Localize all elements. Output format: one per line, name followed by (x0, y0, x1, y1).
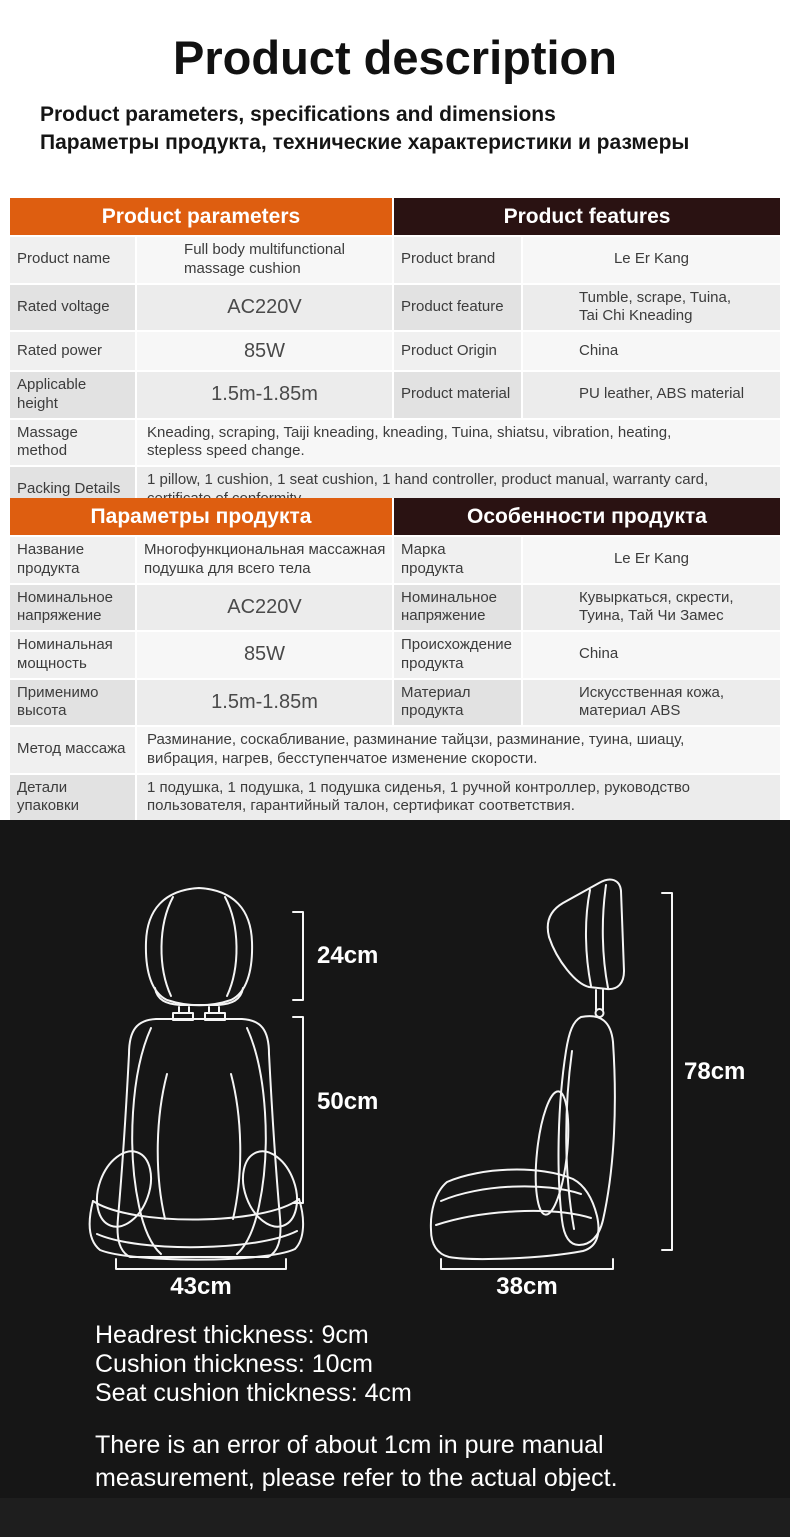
table-cell-label: Метод массажа (10, 727, 135, 773)
front-side-pad-right (233, 1144, 307, 1234)
side-seat-seam-mid (436, 1211, 591, 1225)
value-line: Многофункциональная массажная (144, 541, 386, 558)
value-line: Full body multifunctional (184, 241, 345, 258)
value-line: Разминание, соскабливание, разминание тайцзи, разминание, туина, шиацу, (147, 731, 685, 748)
table-cell-label: Product material (394, 372, 521, 418)
chair-side-view (431, 880, 624, 1259)
table-cell-value (137, 775, 780, 821)
value-line: подушка для всего тела (144, 559, 311, 577)
table-cell-value (523, 585, 780, 631)
thickness-note: Headrest thickness: 9cm (95, 1321, 369, 1349)
table-cell-label: Номинальное напряжение (10, 585, 135, 631)
side-headrest-crease-2 (603, 885, 608, 988)
footer-strip (0, 1498, 790, 1537)
dim-seat-depth: 38cm (496, 1273, 558, 1300)
table-cell-value: Le Er Kang (523, 237, 780, 283)
product-parameters-table-ru (10, 498, 780, 820)
table-cell-value: China (523, 332, 780, 370)
front-side-pad-left (87, 1144, 161, 1234)
subtitle-en: Product parameters, specifications and dimensions (40, 103, 556, 126)
table-header-product-parameters: Product parameters (10, 198, 392, 235)
bracket-depth-38cm (441, 1259, 613, 1269)
table-cell-value (137, 420, 780, 466)
thickness-note: Cushion thickness: 10cm (95, 1350, 373, 1378)
side-headrest-post (596, 990, 603, 1010)
table-cell-label: Rated voltage (10, 285, 135, 331)
value-line: Tumble, scrape, Tuina, (579, 288, 732, 306)
side-headrest-crease-1 (586, 890, 591, 986)
disclaimer-line: measurement, please refer to the actual object. (95, 1464, 618, 1492)
subtitle (40, 101, 689, 157)
thickness-notes (95, 1321, 412, 1408)
table-cell-label: Product Origin (394, 332, 521, 370)
front-seat-piping (97, 1231, 297, 1247)
table-cell-value: 85W (137, 632, 392, 678)
bracket-backrest-50cm (293, 1017, 303, 1203)
table-cell-label: Материал продукта (394, 680, 521, 726)
table-cell-label: Packing Details (10, 467, 135, 513)
product-parameters-table-en (10, 198, 780, 513)
value-line: вибрация, нагрев, бесступенчатое изменение скорости. (147, 749, 538, 767)
value-line: 1 pillow, 1 cushion, 1 seat cushion, 1 hand controller, product manual, warranty card, (147, 471, 709, 488)
table-cell-value (523, 285, 780, 331)
table-cell-value: PU leather, ABS material (523, 372, 780, 418)
table-cell-value (137, 537, 392, 583)
label-line: продукта (401, 559, 464, 577)
front-bolster-right-inner (231, 1074, 240, 1219)
value-line: massage cushion (184, 259, 301, 277)
table-cell-label: Номинальное напряжение (394, 585, 521, 631)
table-cell-label (394, 537, 521, 583)
value-line: Tai Chi Kneading (579, 307, 693, 325)
front-headrest-crease-right (225, 897, 237, 996)
table-cell-value: 1.5m-1.85m (137, 372, 392, 418)
dim-backrest-height: 50cm (317, 1088, 379, 1115)
table-cell-label: Применимо высота (10, 680, 135, 726)
front-seat-top-edge (93, 1199, 299, 1220)
table-cell-label (10, 775, 135, 821)
disclaimer-line: There is an error of about 1cm in pure manual (95, 1431, 604, 1459)
table-cell-label: Product name (10, 237, 135, 283)
value-line: Kneading, scraping, Taiji kneading, kneading, Tuina, shiatsu, vibration, heating, (147, 423, 672, 441)
table-cell-label: Rated power (10, 332, 135, 370)
table-cell-value: China (523, 632, 780, 678)
side-lumbar-pad (531, 1090, 574, 1216)
dim-total-height: 78cm (684, 1058, 746, 1085)
table-cell-value: AC220V (137, 585, 392, 631)
table-cell-label: Происхождение продукта (394, 632, 521, 678)
label-line: Марка (401, 541, 446, 558)
label-line: Детали (17, 778, 68, 796)
table-cell-value: 85W (137, 332, 392, 370)
value-line: пользователя, гарантийный талон, сертификат соответствия. (147, 797, 575, 815)
value-line: 1 подушка, 1 подушка, 1 подушка сиденья, 1 ручной контроллер, руководство (147, 778, 690, 796)
subtitle-ru: Параметры продукта, технические характеристики и размеры (40, 131, 690, 154)
table-cell-value (137, 727, 780, 773)
table-cell-value (523, 680, 780, 726)
table-cell-value (137, 237, 392, 283)
value-line: материал ABS (579, 702, 681, 720)
front-bolster-left (132, 1028, 161, 1254)
side-post-knob (596, 1009, 604, 1017)
table-header-product-features: Product features (394, 198, 780, 235)
thickness-note: Seat cushion thickness: 4cm (95, 1379, 412, 1407)
table-header-osobennosti-produkta: Особенности продукта (394, 498, 780, 535)
dim-headrest-height: 24cm (317, 942, 379, 969)
table-header-parametry-produkta: Параметры продукта (10, 498, 392, 535)
bracket-headrest-24cm (293, 912, 303, 1000)
dimensions-panel (0, 820, 790, 1537)
front-headrest-crease-left (161, 897, 173, 996)
front-bolster-left-inner (158, 1074, 167, 1219)
bracket-total-78cm (662, 893, 672, 1250)
page-title: Product description (173, 31, 617, 84)
label-line: упаковки (17, 797, 79, 815)
value-line: Туина, Тай Чи Замес (579, 607, 724, 625)
value-line: Искусственная кожа, (579, 683, 725, 701)
table-cell-label: Product feature (394, 285, 521, 331)
table-cell-value: AC220V (137, 285, 392, 331)
table-cell-label: Название продукта (10, 537, 135, 583)
table-cell-value: 1.5m-1.85m (137, 680, 392, 726)
table-cell-label: Massage method (10, 420, 135, 466)
dim-seat-width: 43cm (170, 1273, 232, 1300)
table-cell-value: Le Er Kang (523, 537, 780, 583)
chair-front-view (87, 888, 307, 1260)
table-cell-label: Product brand (394, 237, 521, 283)
value-line: Кувыркаться, скрести, (579, 588, 734, 606)
table-cell-label: Applicable height (10, 372, 135, 418)
table-cell-label: Номинальная мощность (10, 632, 135, 678)
dimension-brackets (116, 893, 672, 1269)
value-line: stepless speed change. (147, 442, 305, 460)
measurement-disclaimer (95, 1429, 618, 1495)
